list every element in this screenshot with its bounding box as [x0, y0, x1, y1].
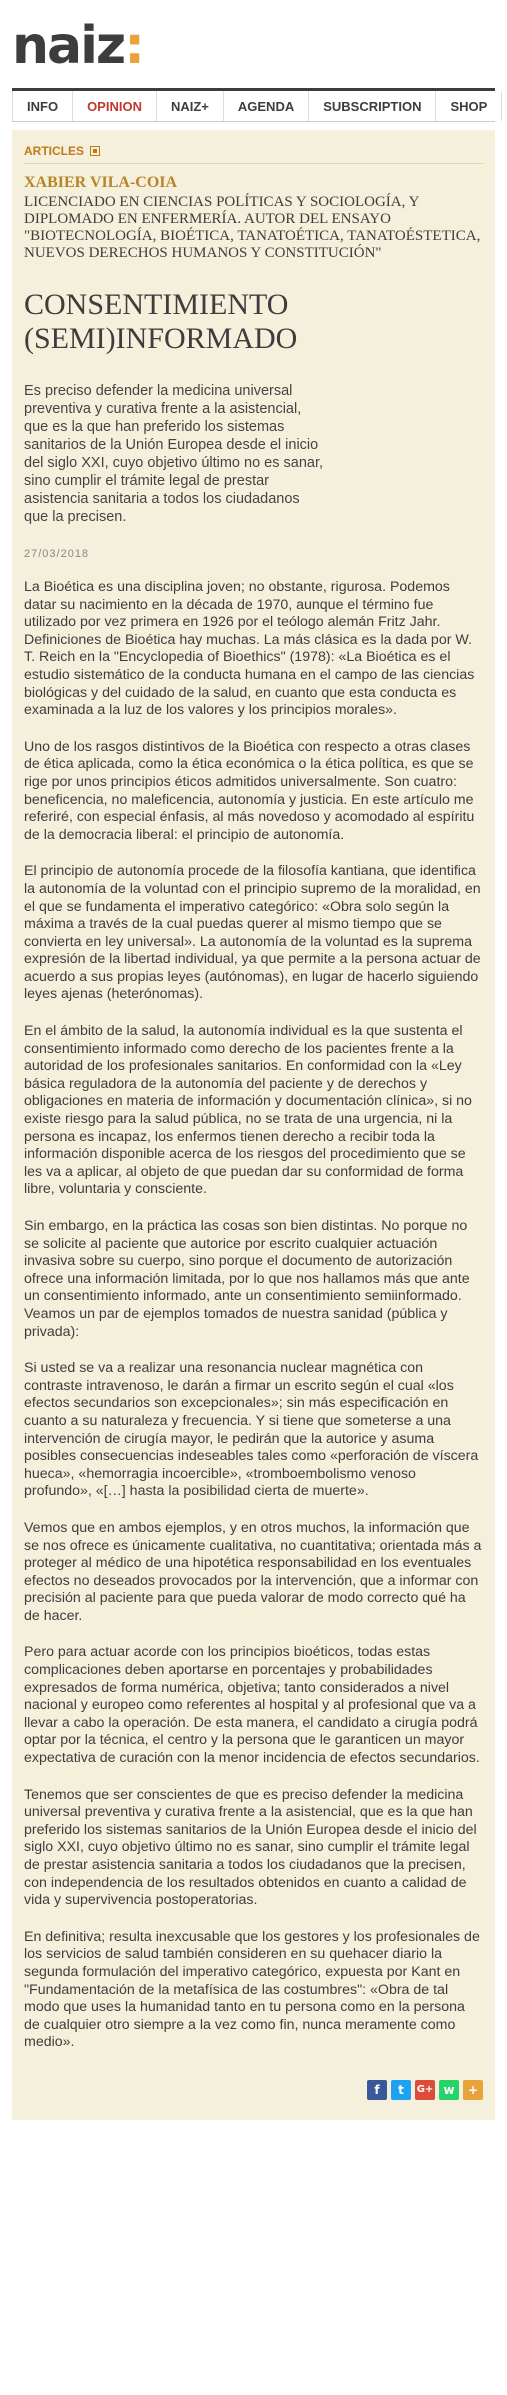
main-nav — [12, 88, 495, 122]
twitter-icon[interactable]: t — [391, 2080, 411, 2100]
article-paragraph: La Bioética es una disciplina joven; no obstante, rigurosa. Podemos datar su nacimiento en la década de 1970, aunque el término fue utilizado por vez primera en 1926 por el teólogo alemán Fritz Jahr. Definiciones de Bioética hay muchas. La más clásica es la dada por W. T. Reich en la "Encyclopedia of Bioethics" (1978): «La Bioética es el estudio sistemático de la conducta humana en el campo de las ciencias biológicas y del cuidado de la salud, en cuanto que esta conducta es examinada a la luz de los valores y los principios morales». — [24, 579, 475, 719]
article-paragraph: En definitiva; resulta inexcusable que los gestores y los profesionales de los servicios de salud también consideren en su quehacer diario la segunda formulación del imperativo categórico, expuesta por Kant en "Fundamentación de la metafísica de las costumbres": «Obra de tal modo que uses la humanidad tanto en tu persona como en la persona de cualquier otro siempre a la vez como fin, nunca meramente como medio». — [24, 1928, 480, 2051]
author-name[interactable]: XABIER VILA-COIA — [24, 174, 178, 191]
logo-colon: : — [124, 16, 143, 76]
site-header — [0, 0, 507, 80]
site-logo[interactable] — [12, 16, 143, 76]
section-bar — [24, 138, 483, 164]
rss-icon[interactable] — [90, 146, 100, 156]
article-container — [12, 130, 495, 2120]
share-bar — [24, 2080, 483, 2100]
article-paragraph: Pero para actuar acorde con los principios bioéticos, todas estas complicaciones deben aportarse en porcentajes y probabilidades expresados de forma numérica, objetiva; tanto considerados a nivel nacional y europeo como referentes al hospital y al profesional que va a llevar a cabo la operación. De esta manera, el candidato a cirugía podrá optar por la técnica, el centro y la persona que le garanticen un mayor expectativa de curación con la menor incidencia de efectos secundarios. — [24, 1644, 480, 1767]
nav-item-subscription[interactable]: SUBSCRIPTION — [309, 91, 436, 121]
article-date: 27/03/2018 — [24, 548, 90, 560]
nav-item-naizplus[interactable]: NAIZ+ — [157, 91, 224, 121]
more-icon[interactable]: + — [463, 2080, 483, 2100]
article-lead: Es preciso defender la medicina universal preventiva y curativa frente a la asistencial, que es la que han preferido los sistemas sanitarios de la Unión Europea desde el inicio del siglo XXI, cuyo objetivo último no es sanar, sino cumplir el trámite legal de prestar asistencia sanitaria a todos los ciudadanos que la precisen. — [24, 383, 324, 525]
nav-item-shop[interactable]: SHOP — [436, 91, 502, 121]
author-bio: LICENCIADO EN CIENCIAS POLÍTICAS Y SOCIOLOGÍA, Y DIPLOMADO EN ENFERMERÍA. AUTOR DEL ENSAYO "BIOTECNOLOGÍA, BIOÉTICA, TANATOÉTICA, TANATOÉSTETICA, NUEVOS DERECHOS HUMANOS Y CONSTITUCIÓN" — [24, 194, 481, 261]
logo-text: naiz — [12, 16, 125, 76]
nav-item-info[interactable]: INFO — [12, 91, 73, 121]
facebook-icon[interactable]: f — [367, 2080, 387, 2100]
article-paragraph: Si usted se va a realizar una resonancia nuclear magnética con contraste intravenoso, le darán a firmar un escrito según el cual «los efectos secundarios son excepcionales»; sin más especificación en cuanto a su naturaleza y frecuencia. Y si tiene que someterse a una intervención de cirugía mayor, le pedirán que la autorice y asuma posibles consecuencias indeseables tales como «perforación de víscera hueca», «hemorragia incoercible», «tromboembolismo venoso profundo», «[…] hasta la posibilidad cierta de muerte». — [24, 1360, 479, 1500]
article-paragraph: Tenemos que ser conscientes de que es preciso defender la medicina universal preventiva y curativa frente a la asistencial, que es la que han preferido los sistemas sanitarios de la Unión Europea desde el inicio del siglo XXI, cuyo objetivo último no es sanar, sino cumplir el trámite legal de prestar asistencia sanitaria a todos los ciudadanos que la precisen, con independencia de los resultados obtenidos en cuanto a calidad de vida y supervivencia postoperatorias. — [24, 1786, 477, 1909]
article-paragraph: Sin embargo, en la práctica las cosas son bien distintas. No porque no se solicite al paciente que autorice por escrito cualquier actuación invasiva sobre su cuerpo, sino porque el documento de autorización ofrece una información limitada, por lo que nos hallamos más que ante un consentimiento informado, ante un consentimiento semiinformado. Veamos un par de ejemplos tomados de nuestra sanidad (pública y privada): — [24, 1218, 470, 1340]
nav-item-agenda[interactable]: AGENDA — [224, 91, 309, 121]
googleplus-icon[interactable]: G+ — [415, 2080, 435, 2100]
whatsapp-icon[interactable]: w — [439, 2080, 459, 2100]
section-label[interactable]: ARTICLES — [24, 143, 84, 158]
article-title: CONSENTIMIENTO (SEMI)INFORMADO — [24, 288, 298, 355]
article-paragraph: En el ámbito de la salud, la autonomía individual es la que sustenta el consentimiento informado como derecho de los pacientes frente a la autoridad de los profesionales sanitarios. En conformidad con la «Ley básica reguladora de la autonomía del paciente y de derechos y obligaciones en materia de información y documentación clínica», si no existe riesgo para la salud pública, no se trata de una urgencia, ni la persona es incapaz, los enfermos tienen derecho a recibir toda la información disponible acerca de los riesgos del procedimiento que se les va a aplicar, al objeto de que puedan dar su conformidad de forma libre, voluntaria y consciente. — [24, 1023, 472, 1198]
article-paragraph: Vemos que en ambos ejemplos, y en otros muchos, la información que se nos ofrece es únicamente cualitativa, no cuantitativa; orientada más a proteger al médico de una hipotética responsabilidad en los eventuales efectos no deseados provocados por la intervención, que a informar con precisión al paciente para que pueda valorar de modo correcto qué ha de hacer. — [24, 1519, 482, 1624]
article-paragraph: El principio de autonomía procede de la filosofía kantiana, que identifica la autonomía de la voluntad con el principio supremo de la moralidad, en el que se fundamenta el imperativo categórico: «Obra solo según la máxima a través de la cual puedas querer al mismo tiempo que se convierta en ley universal». La autonomía de la voluntad es la suprema expresión de la libertad individual, ya que permite a la persona actuar de acuerdo a sus propias leyes (autónomas), en lugar de hacerlo siguiendo leyes ajenas (heterónomas). — [24, 863, 481, 1003]
article-paragraph: Uno de los rasgos distintivos de la Bioética con respecto a otras clases de ética aplicada, como la ética económica o la ética política, es que se rige por unos principios éticos admitidos universalmente. Son cuatro: beneficencia, no maleficencia, autonomía y justicia. En este artículo me referiré, con especial énfasis, al más novedoso y acomodado al espíritu de la democracia liberal: el principio de autonomía. — [24, 738, 475, 843]
nav-item-opinion[interactable]: OPINION — [73, 91, 157, 121]
